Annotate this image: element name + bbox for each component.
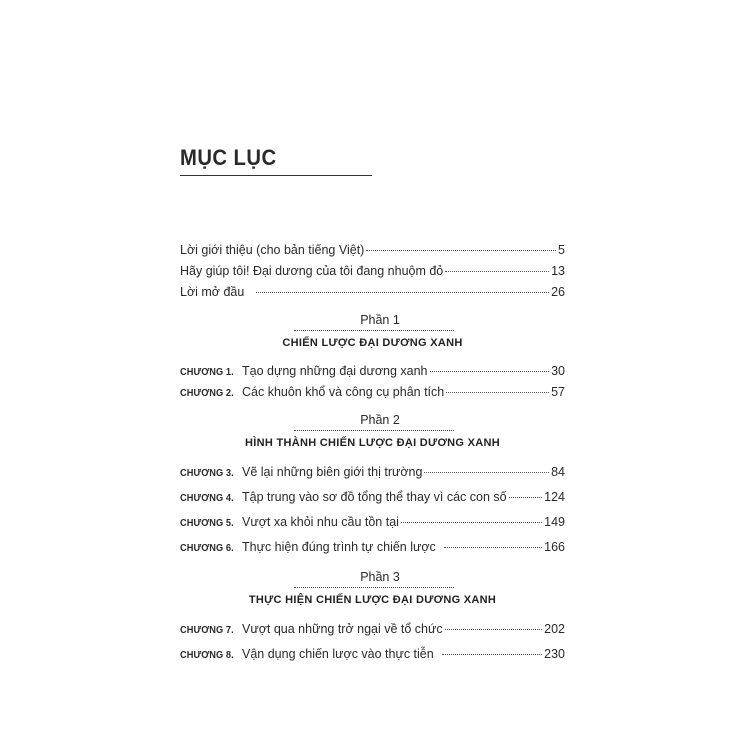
part-title: THỰC HIỆN CHIẾN LƯỢC ĐẠI DƯƠNG XANH <box>248 594 497 606</box>
leader-dots <box>445 629 543 630</box>
page-title: MỤC LỤC <box>180 145 277 170</box>
chapter-title: Tập trung vào sơ đồ tổng thể thay vì các con số <box>242 490 507 504</box>
chapter-title: Vượt qua những trở ngại về tổ chức <box>242 622 443 636</box>
chapter-page: 230 <box>544 647 565 661</box>
toc-entry <box>180 283 565 301</box>
entry-page: 13 <box>551 264 565 278</box>
leader-dots <box>446 392 549 393</box>
leader-dots <box>509 497 543 498</box>
entry-page: 26 <box>551 285 565 299</box>
toc-entry <box>180 262 565 280</box>
chapter-number: CHƯƠNG 5. <box>180 517 234 529</box>
leader-dots <box>442 654 542 655</box>
leader-dots <box>366 250 556 251</box>
chapter-title: Các khuôn khổ và công cụ phân tích <box>242 385 445 399</box>
chapter-number: CHƯƠNG 8. <box>180 649 234 661</box>
chapter-title: Thực hiện đúng trình tự chiến lược <box>242 540 436 554</box>
chapter-page: 202 <box>544 622 565 636</box>
chapter-page: 149 <box>544 515 565 529</box>
chapter-page: 124 <box>544 490 565 504</box>
leader-dots <box>445 271 549 272</box>
toc-chapter <box>180 620 565 638</box>
part-title: CHIẾN LƯỢC ĐẠI DƯƠNG XANH <box>282 337 463 349</box>
chapter-page: 166 <box>544 540 565 554</box>
chapter-number: CHƯƠNG 1. <box>180 366 234 378</box>
toc-chapter <box>180 645 565 663</box>
leader-dots <box>430 371 550 372</box>
toc-chapter <box>180 463 565 481</box>
chapter-title: Vẽ lại những biên giới thị trường <box>242 465 423 479</box>
entry-text: Lời giới thiệu (cho bản tiếng Việt) <box>180 243 365 257</box>
entry-text: Hãy giúp tôi! Đại dương của tôi đang nhuộm đỏ <box>180 264 444 278</box>
chapter-number: CHƯƠNG 7. <box>180 624 234 636</box>
chapter-page: 57 <box>551 385 565 399</box>
leader-dots <box>444 547 542 548</box>
chapter-title: Tạo dựng những đại dương xanh <box>242 364 428 378</box>
chapter-title: Vượt xa khỏi nhu cầu tồn tại <box>242 515 399 529</box>
leader-dots <box>424 472 549 473</box>
chapter-number: CHƯƠNG 6. <box>180 542 234 554</box>
toc-chapter <box>180 513 565 531</box>
part-label: Phần 2 <box>360 413 400 427</box>
chapter-title: Vận dụng chiến lược vào thực tiễn <box>242 647 434 661</box>
chapter-page: 30 <box>551 364 565 378</box>
toc-chapter <box>180 488 565 506</box>
toc-chapter <box>180 362 565 380</box>
toc-chapter <box>180 383 565 401</box>
part-divider <box>294 330 454 331</box>
title-underline <box>180 175 372 176</box>
chapter-number: CHƯƠNG 2. <box>180 387 234 399</box>
part-divider <box>294 430 454 431</box>
leader-dots <box>256 292 549 293</box>
entry-page: 5 <box>558 243 565 257</box>
chapter-number: CHƯƠNG 4. <box>180 492 234 504</box>
part-label: Phần 1 <box>360 313 400 327</box>
part-label: Phần 3 <box>360 570 400 584</box>
chapter-page: 84 <box>551 465 565 479</box>
toc-entry <box>180 241 565 259</box>
entry-text: Lời mở đầu <box>180 285 245 299</box>
part-divider <box>294 587 454 588</box>
leader-dots <box>401 522 542 523</box>
part-title: HÌNH THÀNH CHIẾN LƯỢC ĐẠI DƯƠNG XANH <box>245 437 500 449</box>
chapter-number: CHƯƠNG 3. <box>180 467 234 479</box>
toc-chapter <box>180 538 565 556</box>
